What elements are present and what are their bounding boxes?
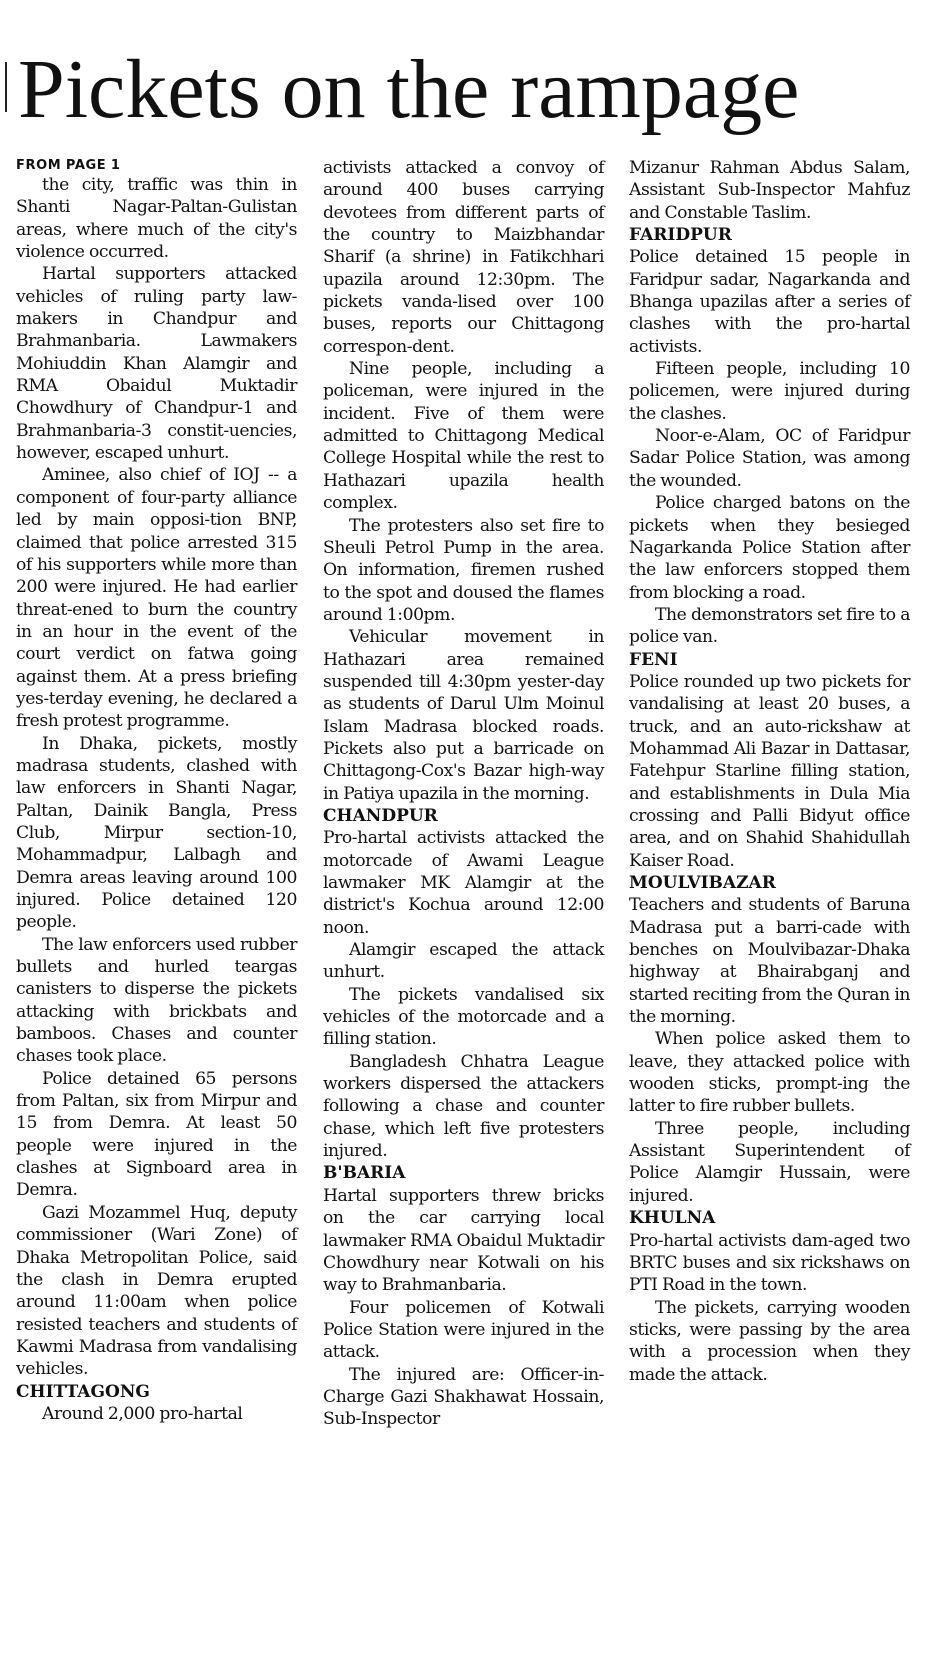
paragraph: Vehicular movement in Hathazari area remained suspended till 4:30pm yester-day as students of Darul Ulm Moinul Islam Madrasa blocked roads. Pickets also put a barricade on Chittagong-Cox's Bazar high-way in Patiya upazila in the morning.: [323, 627, 604, 804]
paragraph: Police detained 15 people in Faridpur sadar, Nagarkanda and Bhanga upazilas after a series of clashes with the pro-hartal activists.: [629, 247, 910, 357]
paragraph: Three people, including Assistant Superintendent of Police Alamgir Hussain, were injured.: [629, 1118, 910, 1206]
section-heading: MOULVIBAZAR: [629, 873, 776, 893]
paragraph: The law enforcers used rubber bullets and hurled teargas canisters to disperse the pickets attacking with brickbats and bamboos. Chases and counter chases took place.: [16, 934, 297, 1067]
column-1: [16, 157, 297, 1425]
paragraph: Gazi Mozammel Huq, deputy commissioner (Wari Zone) of Dhaka Metropolitan Police, said the clash in Demra erupted around 11:00am when police resisted teachers and students of Kawmi Madrasa from vandalising vehicles.: [16, 1202, 297, 1380]
paragraph: Hartal supporters attacked vehicles of ruling party law-makers in Chandpur and Brahmanbaria. Lawmakers Mohiuddin Khan Alamgir and RMA Obaidul Muktadir Chowdhury of Chandpur-1 and Brahmanbaria-3 constit-uencies, however, escaped unhurt.: [16, 264, 297, 464]
headline: Pickets on the rampage: [18, 43, 800, 136]
paragraph: Aminee, also chief of IOJ -- a component of four-party alliance led by main opposi-tion BNP, claimed that police arrested 315 of his supporters while more than 200 were injured. He had earlier threat-ened to burn the country in an hour in the event of the court verdict on fatwa going against them. At a press briefing yes-terday evening, he declared a fresh protest programme.: [16, 465, 297, 732]
section-heading: CHITTAGONG: [16, 1381, 150, 1402]
section-heading: KHULNA: [629, 1208, 716, 1229]
paragraph: Mizanur Rahman Abdus Salam, Assistant Sub-Inspector Mahfuz and Constable Taslim.: [629, 158, 910, 223]
paragraph: In Dhaka, pickets, mostly madrasa students, clashed with law enforcers in Shanti Nagar, Paltan, Dainik Bangla, Press Club, Mirpur section-10, Mohammadpur, Lalbagh and Demra areas leaving around 100 injured. Police detained 120 people.: [16, 733, 297, 933]
paragraph: activists attacked a convoy of around 400 buses carrying devotees from different parts of the country to Maizbhandar Sharif (a shrine) in Fatikchhari upazila around 12:30pm. The pickets vanda-lised over 100 buses, reports our Chittagong correspon-dent.: [323, 158, 604, 357]
paragraph: The pickets, carrying wooden sticks, were passing by the area with a procession when they made the attack.: [629, 1297, 910, 1385]
paragraph: Police detained 65 persons from Paltan, six from Mirpur and 15 from Demra. At least 50 people were injured in the clashes at Signboard area in Demra.: [16, 1068, 297, 1201]
section-heading: B'BARIA: [323, 1163, 406, 1184]
paragraph: Pro-hartal activists attacked the motorcade of Awami League lawmaker MK Alamgir at the district's Kochua around 12:00 noon.: [323, 828, 604, 938]
paragraph: Noor-e-Alam, OC of Faridpur Sadar Police Station, was among the wounded.: [629, 426, 910, 491]
paragraph: Nine people, including a policeman, were injured in the incident. Five of them were admitted to Chittagong Medical College Hospital while the rest to Hathazari upazila health complex.: [323, 359, 604, 514]
paragraph: Pro-hartal activists dam-aged two BRTC buses and six rickshaws on PTI Road in the town.: [629, 1230, 910, 1296]
paragraph: the city, traffic was thin in Shanti Nagar-Paltan-Gulistan areas, where much of the city's violence occurred.: [16, 175, 297, 263]
paragraph: Around 2,000 pro-hartal: [42, 1403, 243, 1424]
paragraph: When police asked them to leave, they attacked police with wooden sticks, prompt-ing the latter to fire rubber bullets.: [629, 1029, 910, 1117]
paragraph: Four policemen of Kotwali Police Station were injured in the attack.: [323, 1297, 604, 1363]
paragraph: The injured are: Officer-in-Charge Gazi Shakhawat Hossain, Sub-Inspector: [323, 1364, 604, 1430]
paragraph: The pickets vandalised six vehicles of the motorcade and a filling station.: [323, 984, 604, 1050]
section-heading: FENI: [629, 649, 678, 670]
article-body: [16, 157, 916, 1660]
paragraph: The demonstrators set fire to a police van.: [629, 604, 910, 648]
kicker: FROM PAGE 1: [16, 158, 121, 173]
paragraph: Bangladesh Chhatra League workers dispersed the attackers following a chase and counter chase, which left five protesters injured.: [323, 1051, 604, 1162]
column-3: [629, 157, 910, 1386]
paragraph: The protesters also set fire to Sheuli Petrol Pump in the area. On information, firemen rushed to the spot and doused the flames around 1:00pm.: [323, 515, 604, 625]
paragraph: Police rounded up two pickets for vandalising at least 20 buses, a truck, and an auto-rickshaw at Mohammad Ali Bazar in Dattasar, Fatehpur Starline filling station, and establishments in Dula Mia crossing and Palli Bidyut office area, and on Shahid Shahidullah Kaiser Road.: [629, 671, 910, 871]
paragraph: Fifteen people, including 10 policemen, were injured during the clashes.: [629, 359, 910, 424]
paragraph: Police charged batons on the pickets when they besieged Nagarkanda Police Station after the law enforcers stopped them from blocking a road.: [629, 493, 910, 603]
section-heading: FARIDPUR: [629, 225, 732, 246]
section-heading: CHANDPUR: [323, 805, 438, 826]
paragraph: Teachers and students of Baruna Madrasa put a barri-cade with benches on Moulvibazar-Dhaka highway at Bhairabganj and started reciting from the Quran in the morning.: [629, 895, 910, 1028]
column-rule: [5, 62, 7, 112]
paragraph: Alamgir escaped the attack unhurt.: [323, 940, 604, 983]
column-2: [323, 157, 604, 1431]
paragraph: Hartal supporters threw bricks on the car carrying local lawmaker RMA Obaidul Muktadir Chowdhury near Kotwali on his way to Brahmanbaria.: [323, 1185, 604, 1296]
